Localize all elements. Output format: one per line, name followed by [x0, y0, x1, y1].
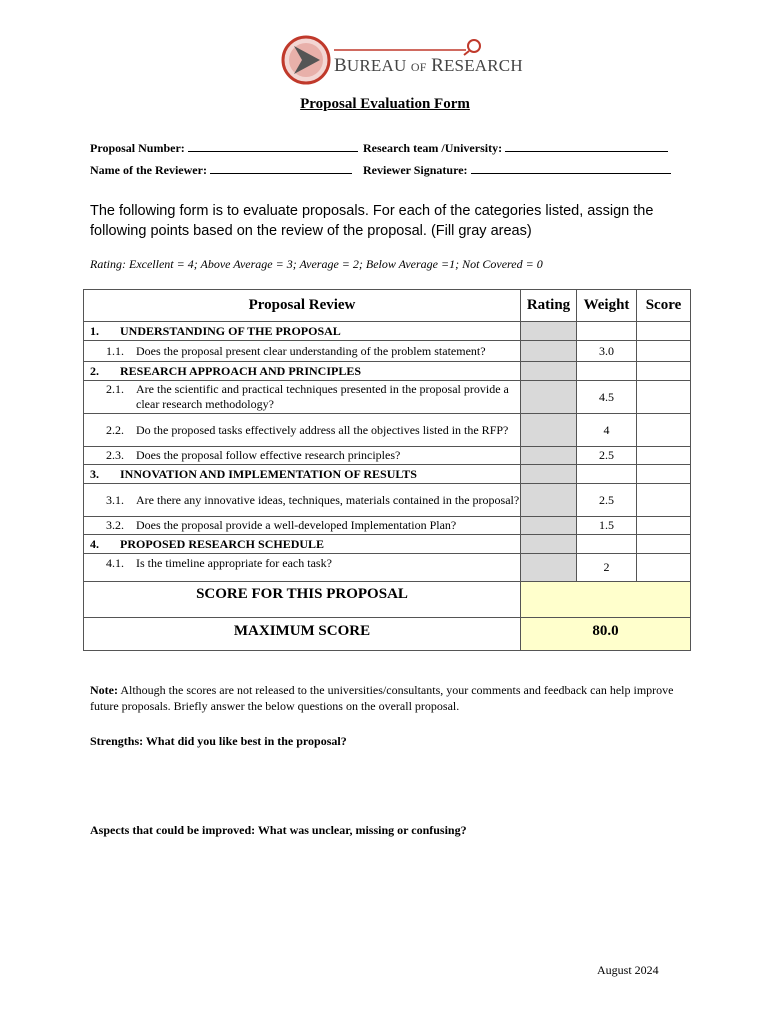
footer-date: August 2024 [597, 963, 659, 977]
improvement-question: Aspects that could be improved: What was unclear, missing or confusing? [90, 823, 467, 837]
question-cell: 2.1. Are the scientific and practical techniques presented in the proposal provide a clear research methodology? [84, 381, 521, 414]
question-row [84, 414, 691, 447]
section-score-cell [637, 535, 691, 554]
note-paragraph [90, 682, 690, 714]
section-weight-cell [577, 465, 637, 484]
proposal-number-label: Proposal Number: [90, 141, 185, 155]
rating-input-cell[interactable] [521, 414, 577, 447]
reviewer-name-blank[interactable] [210, 162, 352, 174]
rating-key: Rating: Excellent = 4; Above Average = 3; Average = 2; Below Average =1; Not Covered = 0 [90, 257, 543, 271]
maximum-score-row [84, 618, 691, 651]
weight-cell: 1.5 [577, 517, 637, 535]
total-score-field[interactable] [521, 582, 691, 618]
header-rating: Rating [521, 290, 577, 322]
score-cell [637, 414, 691, 447]
question-row [84, 484, 691, 517]
weight-cell: 4.5 [577, 381, 637, 414]
question-cell: 4.1. Is the timeline appropriate for each task? [84, 554, 521, 582]
header-proposal-review: Proposal Review [84, 290, 521, 322]
question-cell: 3.1. Are there any innovative ideas, techniques, materials contained in the proposal? [84, 484, 521, 517]
question-cell: 1.1. Does the proposal present clear understanding of the problem statement? [84, 341, 521, 362]
header-weight: Weight [577, 290, 637, 322]
proposal-number-blank[interactable] [188, 140, 358, 152]
reviewer-name-label: Name of the Reviewer: [90, 163, 207, 177]
section-rating-cell [521, 465, 577, 484]
proposal-number-field[interactable] [90, 140, 358, 156]
logo-emblem-icon [280, 34, 340, 86]
reviewer-signature-field[interactable] [363, 162, 671, 178]
section-rating-cell [521, 362, 577, 381]
section-weight-cell [577, 362, 637, 381]
weight-cell: 3.0 [577, 341, 637, 362]
section-rating-cell [521, 322, 577, 341]
rating-input-cell[interactable] [521, 341, 577, 362]
section-weight-cell [577, 535, 637, 554]
section-row [84, 465, 691, 484]
weight-cell: 4 [577, 414, 637, 447]
question-cell: 3.2. Does the proposal provide a well-developed Implementation Plan? [84, 517, 521, 535]
rating-input-cell[interactable] [521, 517, 577, 535]
question-row [84, 447, 691, 465]
section-row [84, 322, 691, 341]
score-cell [637, 447, 691, 465]
total-score-row [84, 582, 691, 618]
section-weight-cell [577, 322, 637, 341]
reviewer-name-field[interactable] [90, 162, 352, 178]
weight-cell: 2 [577, 554, 637, 582]
note-text: Although the scores are not released to the universities/consultants, your comments and feedback can help improve future proposals. Briefly answer the below questions on the overall proposal. [90, 683, 674, 713]
research-team-label: Research team /University: [363, 141, 503, 155]
section-score-cell [637, 465, 691, 484]
strengths-question: Strengths: What did you like best in the proposal? [90, 734, 347, 748]
section-title-cell: 4. PROPOSED RESEARCH SCHEDULE [84, 535, 521, 554]
header-score: Score [637, 290, 691, 322]
rating-input-cell[interactable] [521, 381, 577, 414]
section-score-cell [637, 362, 691, 381]
section-row [84, 362, 691, 381]
score-cell [637, 554, 691, 582]
bureau-of-research-logo [280, 34, 523, 86]
score-cell [637, 381, 691, 414]
question-row [84, 381, 691, 414]
page-title: Proposal Evaluation Form [300, 96, 470, 112]
section-title-cell: 3. INNOVATION AND IMPLEMENTATION OF RESULTS [84, 465, 521, 484]
section-row [84, 535, 691, 554]
rating-input-cell[interactable] [521, 484, 577, 517]
section-title-cell: 2. RESEARCH APPROACH AND PRINCIPLES [84, 362, 521, 381]
reviewer-signature-blank[interactable] [471, 162, 671, 174]
question-cell: 2.3. Does the proposal follow effective research principles? [84, 447, 521, 465]
rating-input-cell[interactable] [521, 554, 577, 582]
score-cell [637, 484, 691, 517]
reviewer-signature-label: Reviewer Signature: [363, 163, 468, 177]
question-row [84, 554, 691, 582]
research-team-field[interactable] [363, 140, 668, 156]
question-row [84, 341, 691, 362]
maximum-score-value: 80.0 [521, 618, 691, 651]
weight-cell: 2.5 [577, 484, 637, 517]
section-title-cell: 1. UNDERSTANDING OF THE PROPOSAL [84, 322, 521, 341]
maximum-score-label: MAXIMUM SCORE [84, 618, 521, 651]
section-score-cell [637, 322, 691, 341]
score-cell [637, 341, 691, 362]
evaluation-table [83, 289, 691, 651]
section-rating-cell [521, 535, 577, 554]
question-row [84, 517, 691, 535]
score-cell [637, 517, 691, 535]
rating-input-cell[interactable] [521, 447, 577, 465]
table-header-row [84, 290, 691, 322]
logo-magnifier-icon [334, 36, 494, 56]
note-label: Note: [90, 683, 118, 697]
logo-wordmark: BUREAU OF RESEARCH [334, 55, 523, 76]
weight-cell: 2.5 [577, 447, 637, 465]
total-score-label: SCORE FOR THIS PROPOSAL [84, 582, 521, 618]
intro-paragraph: The following form is to evaluate proposals. For each of the categories listed, assign the following points based on the review of the proposal. (Fill gray areas) [90, 203, 654, 239]
research-team-blank[interactable] [505, 140, 668, 152]
question-cell: 2.2. Do the proposed tasks effectively address all the objectives listed in the RFP? [84, 414, 521, 447]
